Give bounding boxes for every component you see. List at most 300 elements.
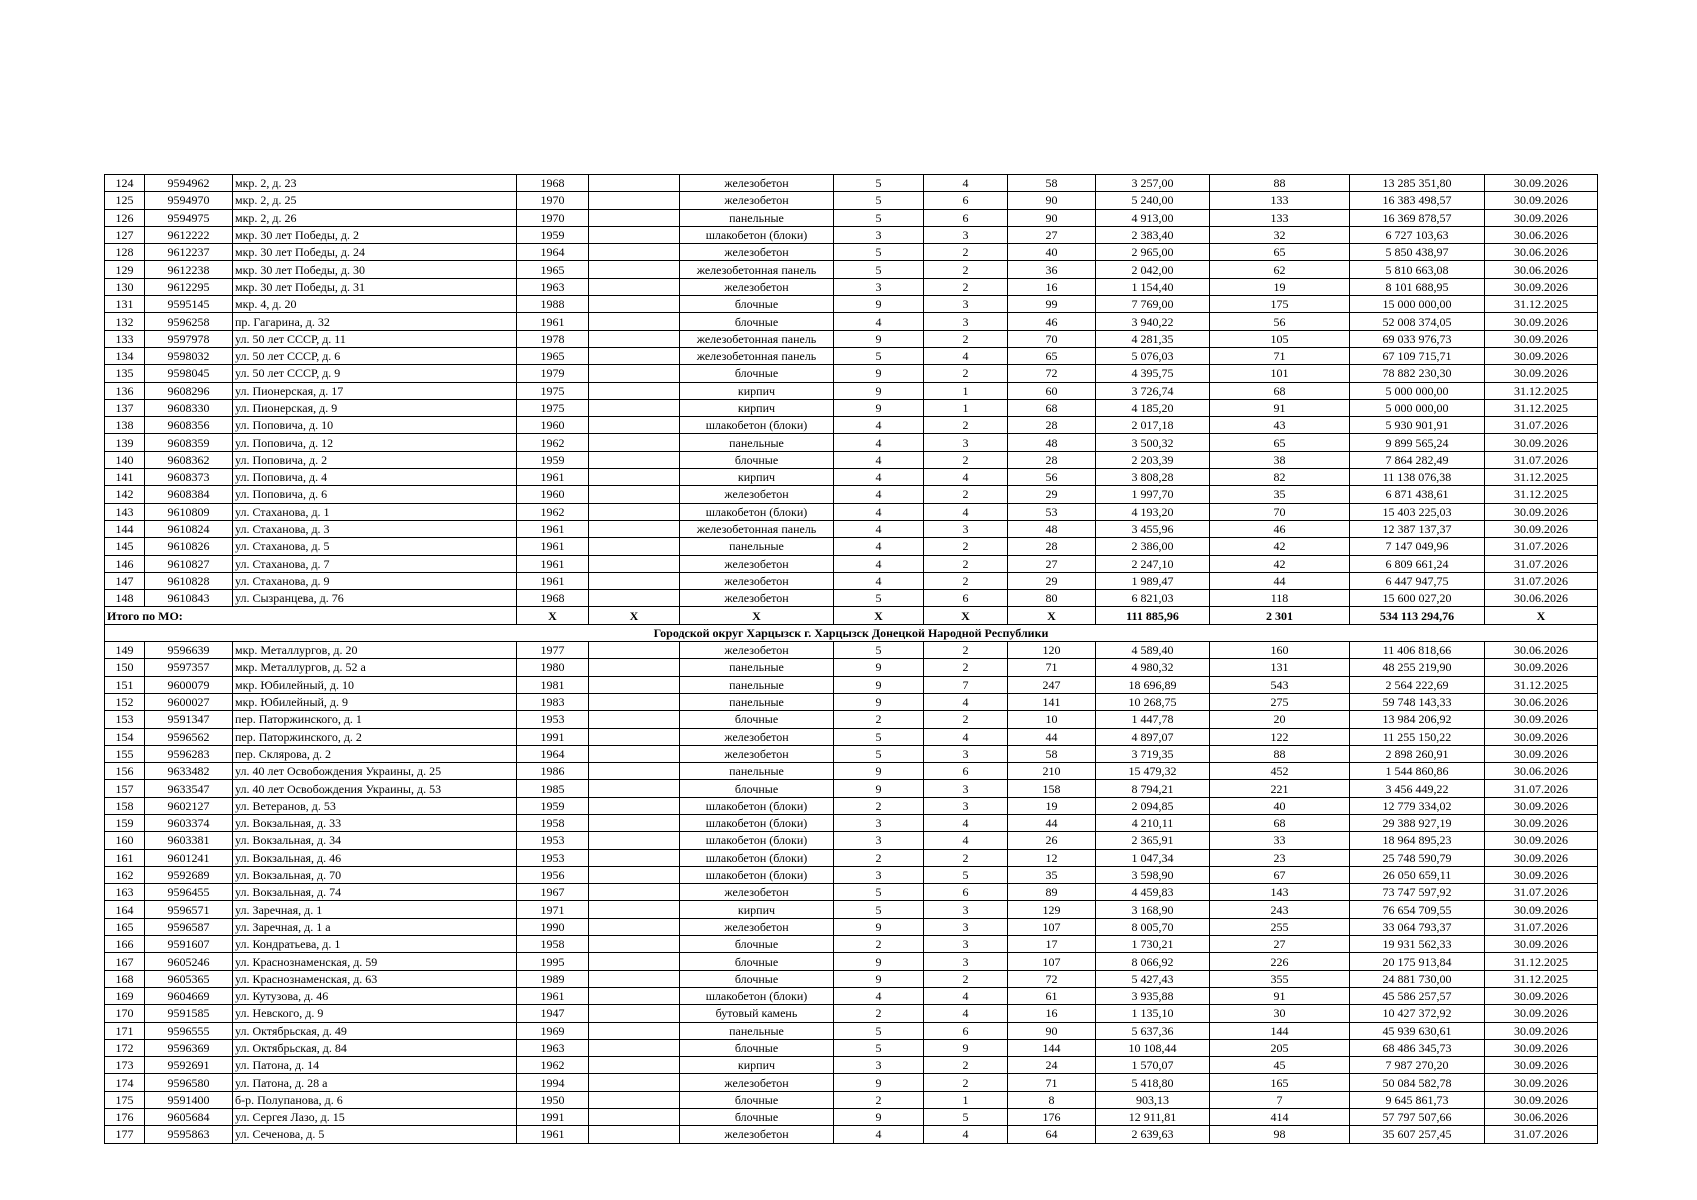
table-row <box>105 642 1598 659</box>
wall-material-cell: шлакобетон (блоки) <box>680 866 834 883</box>
blank-cell-cell <box>589 918 680 935</box>
building-id-cell: 9608330 <box>145 399 233 416</box>
row-number-cell: 147 <box>105 572 145 589</box>
building-id-cell: 9596455 <box>145 884 233 901</box>
blank-cell-cell <box>589 1109 680 1126</box>
blank-cell-cell <box>589 1022 680 1039</box>
deadline-cell: 30.09.2026 <box>1485 434 1598 451</box>
blank-cell-cell <box>589 814 680 831</box>
area-cell: 8 794,21 <box>1096 780 1210 797</box>
address-cell: ул. 50 лет СССР, д. 9 <box>233 365 517 382</box>
building-id-cell: 9610843 <box>145 590 233 607</box>
residents-cell: 45 <box>1210 1057 1350 1074</box>
deadline-cell: 30.09.2026 <box>1485 1074 1598 1091</box>
apartments-cell: 29 <box>1008 486 1096 503</box>
entrances-cell: 2 <box>924 659 1008 676</box>
year-built-cell: 1988 <box>517 296 589 313</box>
row-number-cell: 136 <box>105 382 145 399</box>
deadline-cell: 31.12.2025 <box>1485 953 1598 970</box>
apartments-cell: 35 <box>1008 866 1096 883</box>
row-number-cell: 154 <box>105 728 145 745</box>
floors-cell: 4 <box>834 451 924 468</box>
area-cell: 8 066,92 <box>1096 953 1210 970</box>
building-id-cell: 9602127 <box>145 797 233 814</box>
row-number-cell: 152 <box>105 693 145 710</box>
entrances-cell: 2 <box>924 970 1008 987</box>
year-built-cell: 1958 <box>517 814 589 831</box>
year-built-cell: 1958 <box>517 936 589 953</box>
apartments-cell: 70 <box>1008 330 1096 347</box>
wall-material-cell: железобетон <box>680 642 834 659</box>
cost-cell: 20 175 913,84 <box>1350 953 1485 970</box>
blank-cell-cell <box>589 572 680 589</box>
cost-cell: 26 050 659,11 <box>1350 866 1485 883</box>
year-built-cell: 1947 <box>517 1005 589 1022</box>
blank-cell-cell <box>589 226 680 243</box>
wall-material-cell: железобетон <box>680 555 834 572</box>
apartments-cell: 28 <box>1008 538 1096 555</box>
deadline-cell: 31.12.2025 <box>1485 486 1598 503</box>
area-cell: 18 696,89 <box>1096 676 1210 693</box>
year-built-cell: 1962 <box>517 434 589 451</box>
wall-material-cell: кирпич <box>680 901 834 918</box>
wall-material-cell: панельные <box>680 1022 834 1039</box>
total-label: Итого по МО: <box>105 607 517 624</box>
housing-register-table <box>104 174 1598 1144</box>
blank-cell-cell <box>589 763 680 780</box>
row-number-cell: 149 <box>105 642 145 659</box>
table-row <box>105 866 1598 883</box>
residents-cell: 56 <box>1210 313 1350 330</box>
entrances-cell: 4 <box>924 814 1008 831</box>
blank-cell-cell <box>589 832 680 849</box>
table-row <box>105 763 1598 780</box>
wall-material-cell: блочные <box>680 953 834 970</box>
building-id-cell: 9596580 <box>145 1074 233 1091</box>
wall-material-cell: блочные <box>680 711 834 728</box>
residents-cell: 40 <box>1210 797 1350 814</box>
building-id-cell: 9605684 <box>145 1109 233 1126</box>
address-cell: мкр. 30 лет Победы, д. 24 <box>233 244 517 261</box>
building-id-cell: 9596562 <box>145 728 233 745</box>
row-number-cell: 128 <box>105 244 145 261</box>
row-number-cell: 130 <box>105 278 145 295</box>
entrances-cell: 4 <box>924 469 1008 486</box>
deadline-cell: 30.06.2026 <box>1485 642 1598 659</box>
area-cell: 3 808,28 <box>1096 469 1210 486</box>
floors-cell: 5 <box>834 261 924 278</box>
residents-cell: 131 <box>1210 659 1350 676</box>
row-number-cell: 176 <box>105 1109 145 1126</box>
wall-material-cell: блочные <box>680 780 834 797</box>
year-built-cell: 1961 <box>517 538 589 555</box>
entrances-cell: 6 <box>924 590 1008 607</box>
year-built-cell: 1963 <box>517 278 589 295</box>
residents-cell: 414 <box>1210 1109 1350 1126</box>
floors-cell: 9 <box>834 399 924 416</box>
floors-cell: 5 <box>834 209 924 226</box>
building-id-cell: 9598045 <box>145 365 233 382</box>
blank-cell-cell <box>589 693 680 710</box>
floors-cell: 4 <box>834 313 924 330</box>
deadline-cell: 30.09.2026 <box>1485 797 1598 814</box>
area-cell: 2 965,00 <box>1096 244 1210 261</box>
apartments-cell: 129 <box>1008 901 1096 918</box>
row-number-cell: 137 <box>105 399 145 416</box>
year-built-cell: 1953 <box>517 832 589 849</box>
table-row <box>105 451 1598 468</box>
year-built-cell: 1990 <box>517 918 589 935</box>
entrances-cell: 4 <box>924 175 1008 192</box>
area-cell: 2 639,63 <box>1096 1126 1210 1143</box>
blank-cell-cell <box>589 175 680 192</box>
area-cell: 2 203,39 <box>1096 451 1210 468</box>
entrances-cell: 3 <box>924 797 1008 814</box>
floors-cell: 9 <box>834 918 924 935</box>
entrances-cell: 4 <box>924 693 1008 710</box>
building-id-cell: 9608384 <box>145 486 233 503</box>
wall-material-cell: блочные <box>680 451 834 468</box>
entrances-cell: 3 <box>924 953 1008 970</box>
entrances-cell: 9 <box>924 1039 1008 1056</box>
entrances-cell: 2 <box>924 1057 1008 1074</box>
deadline-cell: 30.09.2026 <box>1485 659 1598 676</box>
table-row <box>105 417 1598 434</box>
entrances-cell: 3 <box>924 296 1008 313</box>
building-id-cell: 9608359 <box>145 434 233 451</box>
residents-cell: 133 <box>1210 192 1350 209</box>
building-id-cell: 9603374 <box>145 814 233 831</box>
residents-cell: 101 <box>1210 365 1350 382</box>
apartments-cell: 16 <box>1008 1005 1096 1022</box>
deadline-cell: 30.09.2026 <box>1485 503 1598 520</box>
deadline-cell: 30.09.2026 <box>1485 728 1598 745</box>
year-built-cell: 1965 <box>517 261 589 278</box>
cost-cell: 59 748 143,33 <box>1350 693 1485 710</box>
deadline-cell: 30.09.2026 <box>1485 175 1598 192</box>
area-cell: 3 257,00 <box>1096 175 1210 192</box>
building-id-cell: 9596555 <box>145 1022 233 1039</box>
wall-material-cell: железобетон <box>680 192 834 209</box>
entrances-cell: 6 <box>924 209 1008 226</box>
entrances-cell: 3 <box>924 434 1008 451</box>
area-cell: 3 726,74 <box>1096 382 1210 399</box>
area-cell: 3 455,96 <box>1096 520 1210 537</box>
address-cell: мкр. 30 лет Победы, д. 2 <box>233 226 517 243</box>
floors-cell: 2 <box>834 1005 924 1022</box>
entrances-cell: 7 <box>924 676 1008 693</box>
wall-material-cell: шлакобетон (блоки) <box>680 987 834 1004</box>
cost-cell: 6 727 103,63 <box>1350 226 1485 243</box>
address-cell: ул. Поповича, д. 2 <box>233 451 517 468</box>
table-row <box>105 987 1598 1004</box>
cost-cell: 24 881 730,00 <box>1350 970 1485 987</box>
blank-cell-cell <box>589 884 680 901</box>
residents-cell: 71 <box>1210 347 1350 364</box>
row-number-cell: 177 <box>105 1126 145 1143</box>
building-id-cell: 9612237 <box>145 244 233 261</box>
year-built-cell: 1953 <box>517 711 589 728</box>
floors-cell: 9 <box>834 365 924 382</box>
area-cell: 5 076,03 <box>1096 347 1210 364</box>
year-built-cell: 1975 <box>517 382 589 399</box>
apartments-cell: 46 <box>1008 313 1096 330</box>
deadline-cell: 30.09.2026 <box>1485 1022 1598 1039</box>
table-row <box>105 520 1598 537</box>
blank-cell-cell <box>589 1074 680 1091</box>
cost-cell: 45 586 257,57 <box>1350 987 1485 1004</box>
cost-total-cell: 534 113 294,76 <box>1350 607 1485 624</box>
apartments-cell: 44 <box>1008 814 1096 831</box>
blank-cell-cell <box>589 296 680 313</box>
year-built-cell: 1968 <box>517 175 589 192</box>
entrances-cell: 3 <box>924 918 1008 935</box>
year-built-cell: 1975 <box>517 399 589 416</box>
entrances-cell: 2 <box>924 642 1008 659</box>
wall-material-cell: железобетонная панель <box>680 261 834 278</box>
floors-cell: 4 <box>834 520 924 537</box>
cost-cell: 11 255 150,22 <box>1350 728 1485 745</box>
entrances-cell: 1 <box>924 399 1008 416</box>
cost-cell: 52 008 374,05 <box>1350 313 1485 330</box>
building-id-cell: 9596283 <box>145 745 233 762</box>
blank-cell-total-cell: X <box>589 607 680 624</box>
building-id-cell: 9633547 <box>145 780 233 797</box>
deadline-cell: 30.09.2026 <box>1485 330 1598 347</box>
residents-cell: 118 <box>1210 590 1350 607</box>
cost-cell: 12 779 334,02 <box>1350 797 1485 814</box>
deadline-cell: 30.09.2026 <box>1485 1091 1598 1108</box>
deadline-total-cell: X <box>1485 607 1598 624</box>
building-id-cell: 9608373 <box>145 469 233 486</box>
address-cell: ул. Кутузова, д. 46 <box>233 987 517 1004</box>
area-cell: 2 386,00 <box>1096 538 1210 555</box>
area-cell: 2 365,91 <box>1096 832 1210 849</box>
area-cell: 5 637,36 <box>1096 1022 1210 1039</box>
year-built-cell: 1983 <box>517 693 589 710</box>
apartments-cell: 10 <box>1008 711 1096 728</box>
year-built-cell: 1961 <box>517 987 589 1004</box>
residents-cell: 68 <box>1210 814 1350 831</box>
table-row <box>105 486 1598 503</box>
table-row <box>105 901 1598 918</box>
residents-cell: 20 <box>1210 711 1350 728</box>
area-cell: 5 418,80 <box>1096 1074 1210 1091</box>
deadline-cell: 31.12.2025 <box>1485 676 1598 693</box>
cost-cell: 13 285 351,80 <box>1350 175 1485 192</box>
row-number-cell: 140 <box>105 451 145 468</box>
row-number-cell: 144 <box>105 520 145 537</box>
year-built-cell: 1986 <box>517 763 589 780</box>
floors-cell: 9 <box>834 1109 924 1126</box>
floors-cell: 9 <box>834 296 924 313</box>
year-built-cell: 1956 <box>517 866 589 883</box>
table-row <box>105 192 1598 209</box>
apartments-cell: 53 <box>1008 503 1096 520</box>
entrances-cell: 6 <box>924 884 1008 901</box>
cost-cell: 57 797 507,66 <box>1350 1109 1485 1126</box>
floors-cell: 5 <box>834 642 924 659</box>
area-cell: 2 017,18 <box>1096 417 1210 434</box>
residents-cell: 98 <box>1210 1126 1350 1143</box>
cost-cell: 35 607 257,45 <box>1350 1126 1485 1143</box>
area-cell: 1 154,40 <box>1096 278 1210 295</box>
address-cell: ул. Ветеранов, д. 53 <box>233 797 517 814</box>
entrances-cell: 4 <box>924 1005 1008 1022</box>
year-built-cell: 1961 <box>517 469 589 486</box>
row-number-cell: 173 <box>105 1057 145 1074</box>
address-cell: ул. Стаханова, д. 5 <box>233 538 517 555</box>
address-cell: ул. Поповича, д. 6 <box>233 486 517 503</box>
building-id-cell: 9633482 <box>145 763 233 780</box>
table-row <box>105 1074 1598 1091</box>
blank-cell-cell <box>589 711 680 728</box>
address-cell: ул. Пионерская, д. 17 <box>233 382 517 399</box>
table-row <box>105 590 1598 607</box>
building-id-cell: 9610826 <box>145 538 233 555</box>
table-row <box>105 278 1598 295</box>
table-row <box>105 745 1598 762</box>
area-cell: 4 395,75 <box>1096 365 1210 382</box>
entrances-cell: 2 <box>924 555 1008 572</box>
deadline-cell: 30.09.2026 <box>1485 192 1598 209</box>
entrances-cell: 3 <box>924 520 1008 537</box>
apartments-cell: 44 <box>1008 728 1096 745</box>
year-built-cell: 1995 <box>517 953 589 970</box>
deadline-cell: 30.06.2026 <box>1485 226 1598 243</box>
area-cell: 4 980,32 <box>1096 659 1210 676</box>
row-number-cell: 161 <box>105 849 145 866</box>
blank-cell-cell <box>589 330 680 347</box>
deadline-cell: 30.09.2026 <box>1485 866 1598 883</box>
residents-cell: 543 <box>1210 676 1350 693</box>
area-cell: 3 935,88 <box>1096 987 1210 1004</box>
deadline-cell: 31.12.2025 <box>1485 296 1598 313</box>
deadline-cell: 30.09.2026 <box>1485 711 1598 728</box>
row-number-cell: 145 <box>105 538 145 555</box>
cost-cell: 29 388 927,19 <box>1350 814 1485 831</box>
apartments-cell: 90 <box>1008 1022 1096 1039</box>
building-id-cell: 9596258 <box>145 313 233 330</box>
residents-cell: 7 <box>1210 1091 1350 1108</box>
building-id-cell: 9592691 <box>145 1057 233 1074</box>
blank-cell-cell <box>589 953 680 970</box>
entrances-cell: 2 <box>924 244 1008 261</box>
row-number-cell: 134 <box>105 347 145 364</box>
apartments-cell: 247 <box>1008 676 1096 693</box>
area-cell: 8 005,70 <box>1096 918 1210 935</box>
apartments-cell: 61 <box>1008 987 1096 1004</box>
address-cell: ул. Вокзальная, д. 74 <box>233 884 517 901</box>
residents-cell: 452 <box>1210 763 1350 780</box>
table-row <box>105 1022 1598 1039</box>
wall-material-cell: блочные <box>680 313 834 330</box>
table-row <box>105 1091 1598 1108</box>
address-cell: мкр. 2, д. 26 <box>233 209 517 226</box>
table-row <box>105 1126 1598 1143</box>
floors-cell: 4 <box>834 434 924 451</box>
apartments-cell: 68 <box>1008 399 1096 416</box>
area-cell: 7 769,00 <box>1096 296 1210 313</box>
cost-cell: 5 000 000,00 <box>1350 382 1485 399</box>
table-row <box>105 399 1598 416</box>
wall-material-cell: блочные <box>680 296 834 313</box>
cost-cell: 50 084 582,78 <box>1350 1074 1485 1091</box>
address-cell: ул. Октябрьская, д. 84 <box>233 1039 517 1056</box>
wall-material-cell: панельные <box>680 693 834 710</box>
wall-material-cell: панельные <box>680 659 834 676</box>
address-cell: ул. Поповича, д. 10 <box>233 417 517 434</box>
residents-cell: 88 <box>1210 175 1350 192</box>
deadline-cell: 31.12.2025 <box>1485 382 1598 399</box>
year-built-cell: 1991 <box>517 1109 589 1126</box>
floors-cell: 5 <box>834 884 924 901</box>
table-row <box>105 918 1598 935</box>
residents-cell: 42 <box>1210 555 1350 572</box>
address-cell: ул. Краснознаменская, д. 59 <box>233 953 517 970</box>
blank-cell-cell <box>589 728 680 745</box>
apartments-cell: 12 <box>1008 849 1096 866</box>
apartments-cell: 56 <box>1008 469 1096 486</box>
blank-cell-cell <box>589 780 680 797</box>
table-row <box>105 780 1598 797</box>
floors-cell: 4 <box>834 469 924 486</box>
cost-cell: 15 000 000,00 <box>1350 296 1485 313</box>
blank-cell-cell <box>589 451 680 468</box>
address-cell: ул. 50 лет СССР, д. 6 <box>233 347 517 364</box>
table-row <box>105 538 1598 555</box>
floors-cell: 2 <box>834 1091 924 1108</box>
row-number-cell: 135 <box>105 365 145 382</box>
building-id-cell: 9603381 <box>145 832 233 849</box>
building-id-cell: 9604669 <box>145 987 233 1004</box>
area-cell: 4 913,00 <box>1096 209 1210 226</box>
apartments-cell: 19 <box>1008 797 1096 814</box>
deadline-cell: 31.07.2026 <box>1485 1126 1598 1143</box>
cost-cell: 13 984 206,92 <box>1350 711 1485 728</box>
year-built-cell: 1961 <box>517 1126 589 1143</box>
apartments-cell: 210 <box>1008 763 1096 780</box>
building-id-cell: 9597357 <box>145 659 233 676</box>
residents-cell: 243 <box>1210 901 1350 918</box>
residents-cell: 62 <box>1210 261 1350 278</box>
apartments-cell: 29 <box>1008 572 1096 589</box>
apartments-cell: 60 <box>1008 382 1096 399</box>
blank-cell-cell <box>589 555 680 572</box>
building-id-cell: 9605246 <box>145 953 233 970</box>
apartments-cell: 48 <box>1008 520 1096 537</box>
total-row <box>105 607 1598 624</box>
blank-cell-cell <box>589 347 680 364</box>
residents-cell: 67 <box>1210 866 1350 883</box>
blank-cell-cell <box>589 244 680 261</box>
residents-cell: 30 <box>1210 1005 1350 1022</box>
building-id-cell: 9600079 <box>145 676 233 693</box>
building-id-cell: 9591585 <box>145 1005 233 1022</box>
apartments-cell: 16 <box>1008 278 1096 295</box>
table-row <box>105 555 1598 572</box>
blank-cell-cell <box>589 901 680 918</box>
area-cell: 3 719,35 <box>1096 745 1210 762</box>
wall-material-cell: железобетон <box>680 572 834 589</box>
apartments-cell: 64 <box>1008 1126 1096 1143</box>
row-number-cell: 142 <box>105 486 145 503</box>
address-cell: ул. 40 лет Освобождения Украины, д. 25 <box>233 763 517 780</box>
cost-cell: 16 369 878,57 <box>1350 209 1485 226</box>
entrances-cell: 4 <box>924 832 1008 849</box>
floors-cell: 5 <box>834 192 924 209</box>
row-number-cell: 167 <box>105 953 145 970</box>
